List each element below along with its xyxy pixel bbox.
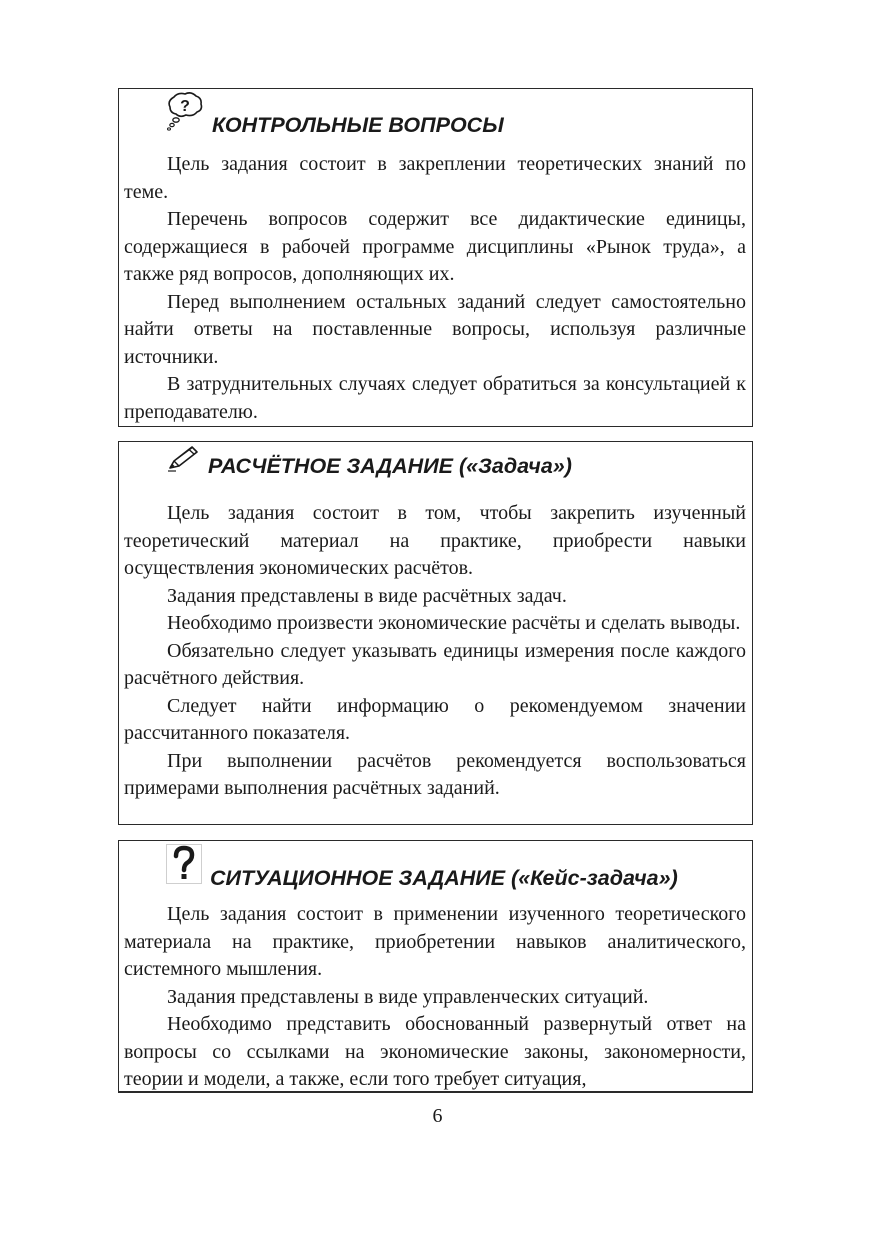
section-body bbox=[124, 500, 746, 803]
paragraph: Обязательно следует указывать единицы измерения после каждого расчётного действия. bbox=[124, 639, 746, 689]
pencil-icon bbox=[166, 444, 200, 477]
section-body bbox=[124, 901, 746, 1094]
question-bubble-icon bbox=[166, 91, 204, 136]
paragraph: Цель задания состоит в применении изученного теоретического материала на практике, приобретении навыков аналитического, системного мышления. bbox=[124, 903, 746, 980]
paragraph: Задания представлены в виде расчётных задач. bbox=[167, 584, 567, 607]
section-title: КОНТРОЛЬНЫЕ ВОПРОСЫ bbox=[212, 112, 504, 137]
section-calculation-task bbox=[118, 441, 753, 825]
section-title: РАСЧЁТНОЕ ЗАДАНИЕ («Задача») bbox=[208, 453, 572, 478]
svg-text:?: ? bbox=[180, 98, 190, 115]
question-mark-icon bbox=[166, 844, 202, 889]
paragraph: Цель задания состоит в закреплении теоретических знаний по теме. bbox=[124, 153, 746, 203]
paragraph: Следует найти информацию о рекомендуемом значении рассчитанного показателя. bbox=[124, 694, 746, 744]
section-header bbox=[166, 849, 746, 889]
paragraph: Необходимо произвести экономические расчёты и сделать выводы. bbox=[167, 612, 741, 634]
section-title: СИТУАЦИОННОЕ ЗАДАНИЕ («Кейс-задача») bbox=[210, 865, 678, 890]
page-number: 6 bbox=[432, 1105, 443, 1127]
section-header bbox=[166, 96, 746, 136]
section-header bbox=[166, 449, 746, 477]
section-control-questions bbox=[118, 88, 753, 427]
section-case-task bbox=[118, 840, 753, 1093]
paragraph: Перед выполнением остальных заданий следует самостоятельно найти ответы на поставленные вопросы, используя различные источники. bbox=[124, 290, 746, 368]
section-body bbox=[124, 151, 746, 426]
paragraph: Перечень вопросов содержит все дидактические единицы, содержащиеся в рабочей программе дисциплины «Рынок труда», а также ряд вопросов, дополняющих их. bbox=[124, 208, 746, 285]
paragraph: Необходимо представить обоснованный развернутый ответ на вопросы со ссылками на экономические законы, закономерности, теории и модели, а также, если того требует ситуация, bbox=[124, 1013, 746, 1090]
paragraph: Цель задания состоит в том, чтобы закрепить изученный теоретический материал на практике, приобрести навыки осуществления экономических расчётов. bbox=[124, 502, 746, 579]
paragraph: В затруднительных случаях следует обратиться за консультацией к преподавателю. bbox=[124, 373, 746, 423]
paragraph: Задания представлены в виде управленческих ситуаций. bbox=[167, 985, 649, 1008]
paragraph: При выполнении расчётов рекомендуется воспользоваться примерами выполнения расчётных заданий. bbox=[124, 749, 746, 799]
